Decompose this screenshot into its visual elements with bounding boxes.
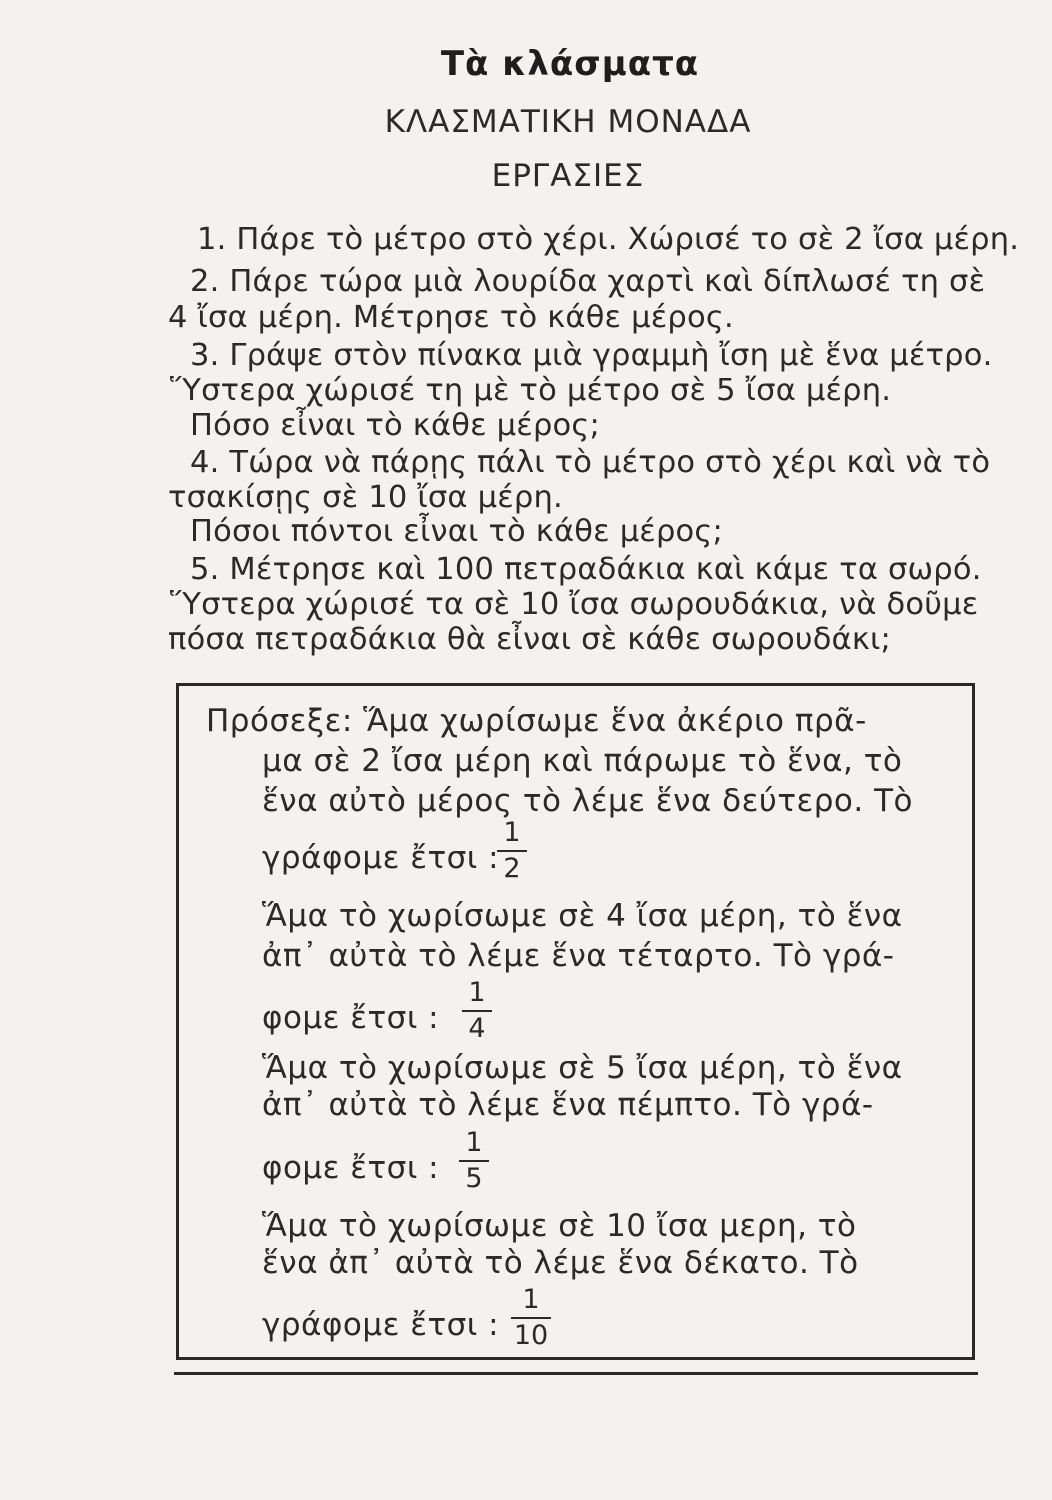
task-line: 5. Μέτρησε καὶ 100 πετραδάκια καὶ κάμε τα σωρό. [190, 552, 982, 587]
fraction-denominator: 5 [465, 1163, 483, 1194]
task-line: 4 ἴσα μέρη. Μέτρησε τὸ κάθε μέρος. [168, 300, 734, 335]
fraction-denominator: 10 [513, 1320, 549, 1351]
task-line: Ὕστερα χώρισέ τη μὲ τὸ μέτρο σὲ 5 ἴσα μέρη. [170, 373, 892, 408]
fraction-denominator: 4 [468, 1013, 486, 1044]
task-line: Πόσο εἶναι τὸ κάθε μέρος; [190, 408, 600, 443]
note-line: Ἅμα τὸ χωρίσωμε σὲ 10 ἴσα μερη, τὸ [262, 1208, 857, 1244]
fraction-numerator: 1 [503, 817, 521, 848]
task-line: 1. Πάρε τὸ μέτρο στὸ χέρι. Χώρισέ το σὲ 2 ἴσα μέρη. [197, 222, 1020, 257]
fraction-one-quarter [462, 978, 492, 1044]
note-line: φομε ἔτσι : [262, 1150, 440, 1186]
note-line: Πρόσεξε: Ἅμα χωρίσωμε ἕνα ἀκέριο πρᾶ- [206, 703, 867, 739]
task-line: τσακίσῃς σὲ 10 ἴσα μέρη. [168, 480, 563, 515]
fraction-one-half [497, 818, 527, 884]
section-subtitle: ΚΛΑΣΜΑΤΙΚΗ ΜΟΝΑΔΑ [384, 104, 752, 140]
task-line: 3. Γράψε στὸν πίνακα μιὰ γραμμὴ ἴση μὲ ἕνα μέτρο. [190, 338, 993, 373]
fraction-bar [497, 850, 527, 852]
fraction-numerator: 1 [465, 1127, 483, 1158]
task-line: Ὕστερα χώρισέ τα σὲ 10 ἴσα σωρουδάκια, νὰ δοῦμε [170, 587, 979, 622]
fraction-numerator: 1 [468, 977, 486, 1008]
task-line: Πόσοι πόντοι εἶναι τὸ κάθε μέρος; [190, 514, 723, 549]
note-line: ἀπ᾿ αὐτὰ τὸ λέμε ἕνα πέμπτο. Τὸ γρά- [262, 1087, 874, 1123]
fraction-bar [459, 1160, 489, 1162]
note-line: Ἅμα τὸ χωρίσωμε σὲ 5 ἴσα μέρη, τὸ ἕνα [262, 1050, 903, 1086]
tasks-heading: ΕΡΓΑΣΙΕΣ [491, 158, 645, 194]
note-line: Ἅμα τὸ χωρίσωμε σὲ 4 ἴσα μέρη, τὸ ἕνα [262, 898, 903, 934]
task-line: 4. Τώρα νὰ πάρῃς πάλι τὸ μέτρο στὸ χέρι καὶ νὰ τὸ [190, 445, 991, 480]
page-title: Τὰ κλάσματα [440, 44, 700, 84]
fraction-denominator: 2 [503, 853, 521, 884]
note-line: γράφομε ἔτσι : [262, 1307, 500, 1343]
note-box-bottom-rule [174, 1372, 978, 1375]
note-line: φομε ἔτσι : [262, 1000, 440, 1036]
note-line: ἕνα ἀπ᾿ αὐτὰ τὸ λέμε ἕνα δέκατο. Τὸ [262, 1245, 859, 1281]
fraction-one-tenth [511, 1285, 551, 1351]
fraction-bar [462, 1010, 492, 1012]
note-line: γράφομε ἔτσι : [262, 840, 500, 876]
note-line: μα σὲ 2 ἴσα μέρη καὶ πάρωμε τὸ ἕνα, τὸ [262, 743, 903, 779]
fraction-one-fifth [459, 1128, 489, 1194]
note-line: ἀπ᾿ αὐτὰ τὸ λέμε ἕνα τέταρτο. Τὸ γρά- [262, 938, 895, 974]
task-line: 2. Πάρε τώρα μιὰ λουρίδα χαρτὶ καὶ δίπλωσέ τη σὲ [190, 264, 986, 299]
task-line: πόσα πετραδάκια θὰ εἶναι σὲ κάθε σωρουδάκι; [168, 622, 892, 657]
note-line: ἕνα αὐτὸ μέρος τὸ λέμε ἕνα δεύτερο. Τὸ [262, 783, 914, 819]
fraction-numerator: 1 [522, 1284, 540, 1315]
fraction-bar [511, 1317, 551, 1319]
